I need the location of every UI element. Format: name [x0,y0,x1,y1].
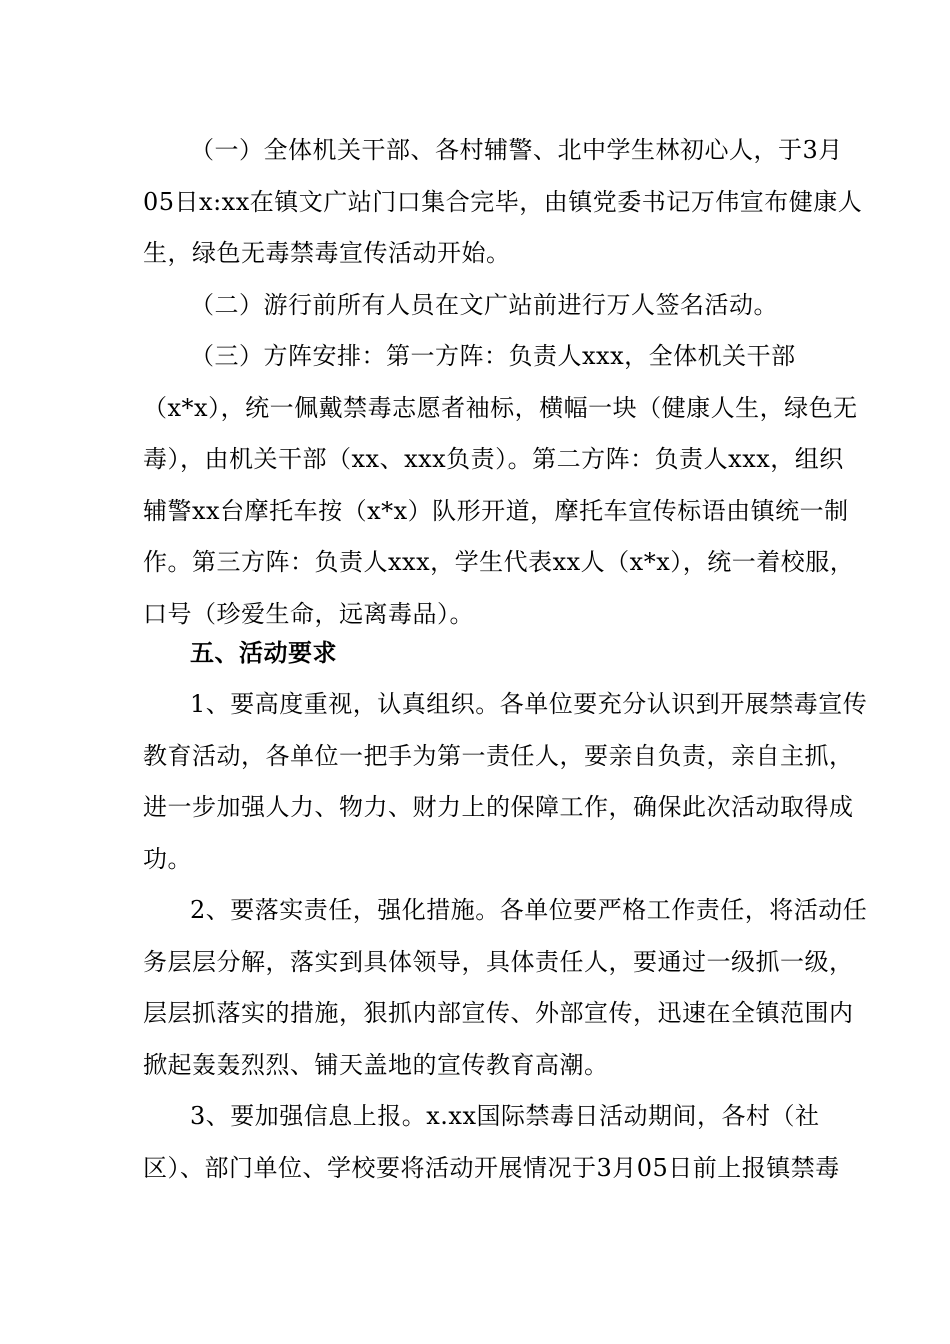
paragraph-1-line-1: （一）全体机关干部、各村辅警、北中学生林初心人，于3月 [190,136,843,164]
paragraph-5-line-1: 2、要落实责任，强化措施。各单位要严格工作责任，将活动任 [190,896,868,924]
paragraph-3-line-4: 辅警xx台摩托车按（x*x）队形开道，摩托车宣传标语由镇统一制 [143,497,849,525]
paragraph-6-line-2: 区）、部门单位、学校要将活动开展情况于3月05日前上报镇禁毒 [143,1154,840,1182]
paragraph-3-line-1: （三）方阵安排：第一方阵：负责人xxx，全体机关干部 [190,342,796,370]
paragraph-5-line-2: 务层层分解，落实到具体领导，具体责任人，要通过一级抓一级， [143,948,854,976]
paragraph-3-line-5: 作。第三方阵：负责人xxx，学生代表xx人（x*x），统一着校服， [143,548,855,576]
paragraph-5-line-3: 层层抓落实的措施，狠抓内部宣传、外部宣传，迅速在全镇范围内 [143,999,854,1027]
paragraph-1-line-3: 生，绿色无毒禁毒宣传活动开始。 [143,239,511,267]
paragraph-2-line-1: （二）游行前所有人员在文广站前进行万人签名活动。 [190,291,778,319]
paragraph-5-line-4: 掀起轰轰烈烈、铺天盖地的宣传教育高潮。 [143,1051,609,1079]
paragraph-3-line-6: 口号（珍爱生命，远离毒品）。 [143,600,474,628]
paragraph-4-line-4: 功。 [143,845,192,873]
paragraph-4-line-3: 进一步加强人力、物力、财力上的保障工作，确保此次活动取得成 [143,793,854,821]
paragraph-3-line-3: 毒），由机关干部（xx、xxx负责）。第二方阵：负责人xxx，组织 [143,445,844,473]
paragraph-6-line-1: 3、要加强信息上报。x.xx国际禁毒日活动期间，各村（社 [190,1102,820,1130]
paragraph-1-line-2: 05日x:xx在镇文广站门口集合完毕，由镇党委书记万伟宣布健康人 [143,188,863,216]
paragraph-3-line-2: （x*x），统一佩戴禁毒志愿者袖标，横幅一块（健康人生，绿色无 [143,394,858,422]
paragraph-4-line-2: 教育活动，各单位一把手为第一责任人，要亲自负责，亲自主抓， [143,742,854,770]
section-heading: 五、活动要求 [190,638,337,667]
paragraph-4-line-1: 1、要高度重视，认真组织。各单位要充分认识到开展禁毒宣传 [190,690,868,718]
